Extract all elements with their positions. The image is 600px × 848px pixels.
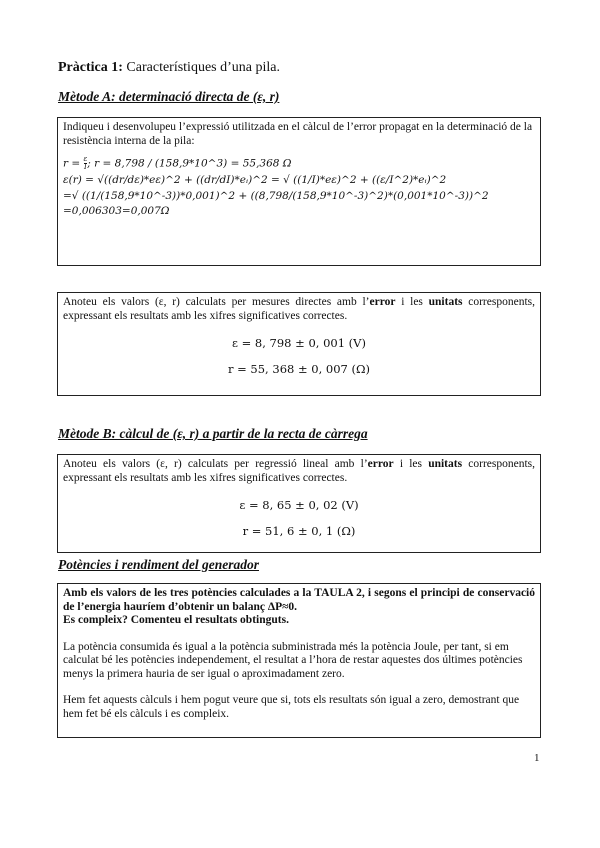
practice-title: Característiques d’una pila.: [126, 60, 280, 75]
regression-results-instructions: Anoteu els valors (ε, r) calculats per regressió lineal amb l’error i les unitats corresponents, expressant els resultats amb les xifres significatives correctes.: [63, 458, 535, 484]
formula-r: r = $\frac{\varepsilon}{I}$ ; r = 8,798 / (158,9*10^3) = 55,368 Ω: [63, 155, 292, 171]
power-question: Amb els valors de les tres potències calculades a la TAULA 2, i segons el principi de conservació de l’energia hauríem d’obtenir un balanç ΔP≈0. Es compleix? Comenteu el resultats obtinguts.: [63, 587, 535, 626]
method-a-heading: Mètode A: determinació directa de (ε, r): [58, 89, 280, 104]
direct-emf-result: ε = 8, 798 ± 0, 001 (V): [232, 336, 366, 350]
fraction: $\frac{\varepsilon}{I}$: [83, 155, 88, 171]
direct-results-box: [57, 292, 541, 396]
page-title: [58, 60, 280, 76]
formula-result-line: =0,006303=0,007Ω: [63, 205, 170, 217]
power-paragraph-1: La potència consumida és igual a la potència subministrada més la potència Joule, per tant, si em calculat bé les potències independement, el resultat a l’hora de restar aquestes dos últimes potències menys la primera hauria de ser igual o aproximadament zero.: [63, 640, 523, 680]
regression-resistance-result: r = 51, 6 ± 0, 1 (Ω): [242, 524, 356, 538]
regression-emf-result: ε = 8, 65 ± 0, 02 (V): [239, 498, 359, 512]
direct-results-instructions: Anoteu els valors (ε, r) calculats per mesures directes amb l’error i les unitats corresponents, expressant els resultats amb les xifres significatives correctes.: [63, 296, 535, 322]
practice-label: Pràctica 1:: [58, 60, 123, 75]
page-number: 1: [534, 752, 540, 764]
formula-error-line: ε(r) = √((dr/dε)*eε)^2 + ((dr/dI)*eᵢ)^2 = √ ((1/I)*eε)^2 + ((ε/I^2)*eᵢ)^2: [63, 174, 447, 186]
method-b-heading: Mètode B: càlcul de (ε, r) a partir de la recta de càrrega: [58, 426, 368, 441]
regression-results-box: [57, 454, 541, 553]
power-balance-box: [57, 583, 541, 738]
powers-heading: Potències i rendiment del generador: [58, 557, 259, 572]
formula-substitution-line: =√ ((1/(158,9*10^-3))*0,001)^2 + ((8,798/(158,9*10^-3)^2)*(0,001*10^-3))^2: [63, 189, 489, 202]
power-paragraph-2: Hem fet aquests càlculs i hem pogut veure que si, tots els resultats són igual a zero, demostrant que hem fet bé els càlculs i es compleix.: [63, 694, 520, 720]
error-instructions: Indiqueu i desenvolupeu l’expressió utilitzada en el càlcul de l’error propagat en la determinació de la resistència interna de la pila:: [63, 121, 533, 147]
error-expression-box: [57, 117, 541, 266]
direct-resistance-result: r = 55, 368 ± 0, 007 (Ω): [227, 362, 371, 376]
